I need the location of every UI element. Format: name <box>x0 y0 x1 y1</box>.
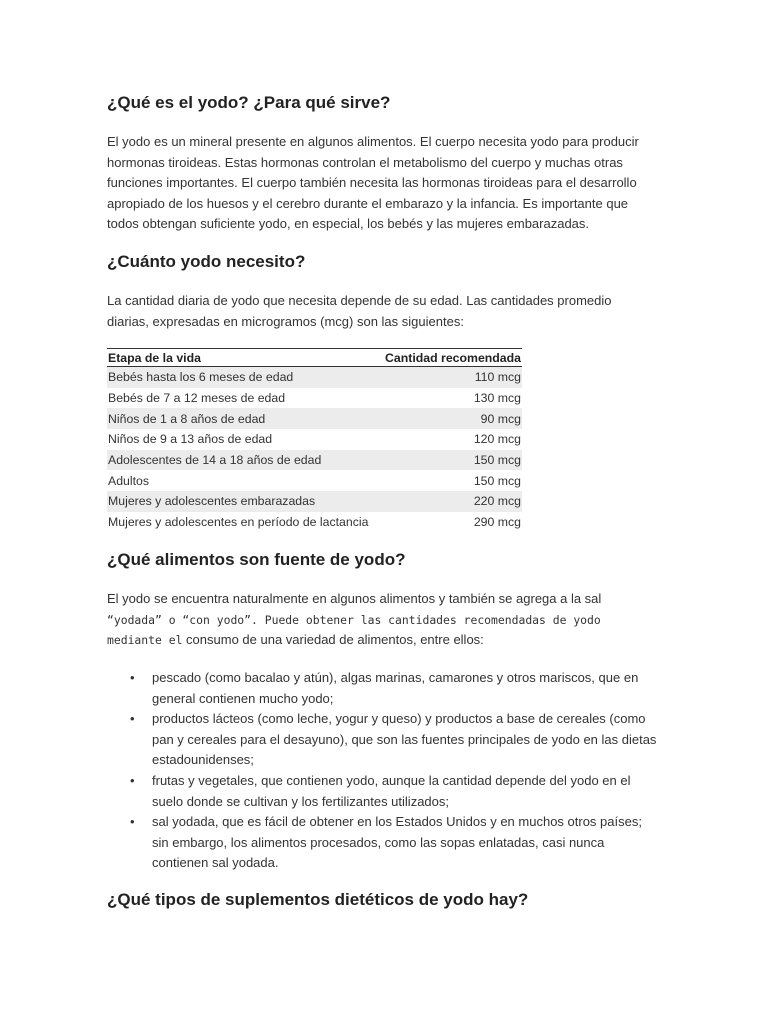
table-row <box>107 491 522 512</box>
bullet-icon: • <box>130 772 135 788</box>
food-sources-text-end: consumo de una variedad de alimentos, entre ellos: <box>182 632 484 648</box>
iodine-requirements-table <box>107 348 522 533</box>
food-sources-list <box>107 668 662 874</box>
list-item <box>107 771 662 812</box>
life-stage-cell: Mujeres y adolescentes en período de lactancia <box>108 515 369 530</box>
list-item <box>107 709 662 771</box>
list-item-text: sal yodada, que es fácil de obtener en los Estados Unidos y en muchos otros países; sin embargo, los alimentos procesados, como las sopas enlatadas, casi nunca contienen sal yodada. <box>152 814 642 871</box>
table-row <box>107 388 522 409</box>
list-item <box>107 668 662 709</box>
recommended-amount-cell: 150 mcg <box>379 450 522 471</box>
header-recommended-amount: Cantidad recomendada <box>379 349 522 367</box>
life-stage-cell: Bebés de 7 a 12 meses de edad <box>108 391 286 406</box>
paragraph-how-much-iodine: La cantidad diaria de yodo que necesita depende de su edad. Las cantidades promedio diarias, expresadas en microgramos (mcg) son las siguientes: <box>107 293 612 329</box>
life-stage-cell: Adolescentes de 14 a 18 años de edad <box>107 450 379 471</box>
life-stage-cell: Niños de 1 a 8 años de edad <box>107 408 379 429</box>
food-sources-text-mono: “yodada” o “con yodo”. Puede obtener las cantidades recomendadas de yodo mediante el <box>107 612 601 648</box>
recommended-amount-cell: 150 mcg <box>473 473 521 488</box>
recommended-amount-cell: 90 mcg <box>379 408 522 429</box>
paragraph-food-sources <box>107 589 659 651</box>
heading-supplement-types: ¿Qué tipos de suplementos dietéticos de yodo hay? <box>107 890 529 909</box>
life-stage-cell: Mujeres y adolescentes embarazadas <box>107 491 379 512</box>
bullet-icon: • <box>130 670 135 685</box>
life-stage-cell: Adultos <box>108 473 150 488</box>
table-header-row <box>107 349 522 367</box>
table-row <box>107 470 522 491</box>
table-row <box>107 429 522 450</box>
recommended-amount-cell: 220 mcg <box>379 491 522 512</box>
recommended-amount-cell: 110 mcg <box>379 367 522 388</box>
table-row <box>107 367 522 388</box>
header-life-stage: Etapa de la vida <box>107 349 379 367</box>
bullet-icon: • <box>130 711 135 727</box>
table-row <box>107 408 522 429</box>
bullet-icon: • <box>130 814 135 830</box>
recommended-amount-cell: 130 mcg <box>473 391 521 406</box>
heading-how-much-iodine: ¿Cuánto yodo necesito? <box>107 252 306 271</box>
table-body <box>107 367 522 533</box>
table-row <box>107 512 522 533</box>
recommended-amount-cell: 120 mcg <box>473 432 521 447</box>
list-item-text: productos lácteos (como leche, yogur y queso) y productos a base de cereales (como pan y cereales para el desayuno), que son las fuentes principales de yodo en las dietas estadounidenses; <box>152 711 657 768</box>
heading-what-is-iodine: ¿Qué es el yodo? ¿Para qué sirve? <box>107 93 391 112</box>
heading-food-sources: ¿Qué alimentos son fuente de yodo? <box>107 550 406 569</box>
life-stage-cell: Niños de 9 a 13 años de edad <box>108 432 273 447</box>
recommended-amount-cell: 290 mcg <box>473 515 521 530</box>
paragraph-what-is-iodine: El yodo es un mineral presente en algunos alimentos. El cuerpo necesita yodo para producir hormonas tiroideas. Estas hormonas controlan el metabolismo del cuerpo y muchas otras funciones importantes. El cuerpo también necesita las hormonas tiroideas para el desarrollo apropiado de los huesos y el cerebro durante el embarazo y la infancia. Es importante que todos obtengan suficiente yodo, en especial, los bebés y las mujeres embarazadas. <box>107 134 639 232</box>
list-item-text: frutas y vegetales, que contienen yodo, aunque la cantidad depende del yodo en el suelo donde se cultivan y los fertilizantes utilizados; <box>152 772 631 809</box>
life-stage-cell: Bebés hasta los 6 meses de edad <box>107 367 379 388</box>
list-item-text: pescado (como bacalao y atún), algas marinas, camarones y otros mariscos, que en general contienen mucho yodo; <box>152 670 639 706</box>
table-row <box>107 450 522 471</box>
list-item <box>107 812 662 874</box>
food-sources-text-start: El yodo se encuentra naturalmente en algunos alimentos y también se agrega a la sal <box>107 591 602 606</box>
